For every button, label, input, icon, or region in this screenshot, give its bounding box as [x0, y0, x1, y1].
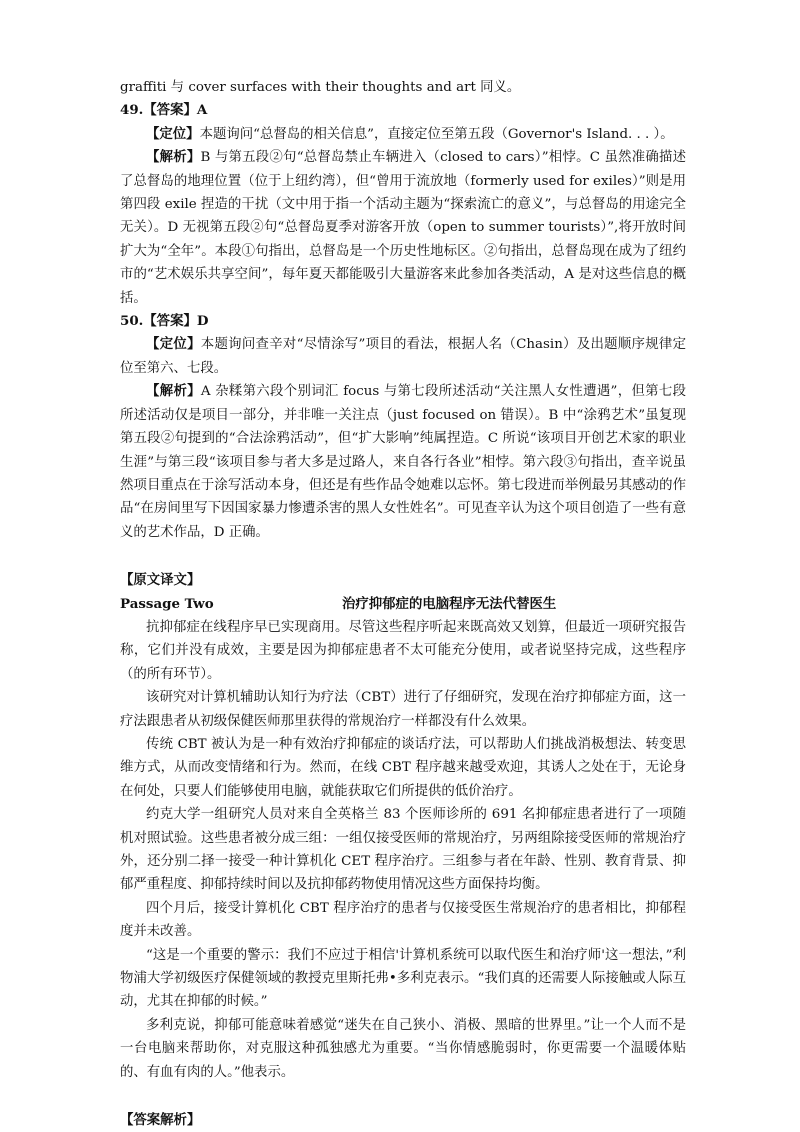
- answer-analysis-heading: 【答案解析】: [120, 1112, 201, 1129]
- page-content: [120, 76, 686, 1132]
- passage-label: Passage Two: [120, 595, 214, 612]
- translation-paragraph: 约克大学一组研究人员对来自全英格兰 83 个医师诊所的 691 名抑郁症患者进行了一项随机对照试验。这些患者被分成三组：一组仅接受医师的常规治疗，另两组除接受医师的常规治疗外，还分别二择一接受一种计算机化 CET 程序治疗。三组参与者在年龄、性别、教育背景、抑郁严重程度、抑郁持续时间以及抗抑郁药物使用情况这些方面保持均衡。: [120, 807, 686, 893]
- analysis-paragraph: [120, 380, 686, 544]
- translation-paragraph: 多利克说，抑郁可能意味着感觉“迷失在自己狭小、消极、黑暗的世界里。”让一个人而不是一台电脑来帮助你，对克服这种孤独感尤为重要。“当你情感脆弱时，你更需要一个温暖体贴的、有血有肉的人。”他表示。: [120, 1017, 686, 1080]
- translation-paragraph: 该研究对计算机辅助认知行为疗法（CBT）进行了仔细研究，发现在治疗抑郁症方面，这一疗法跟患者从初级保健医师那里获得的常规治疗一样都没有什么效果。: [120, 690, 686, 729]
- analysis-tag: 【解析】: [146, 149, 201, 166]
- locate-tag: 【定位】: [146, 125, 200, 142]
- answer-label: 49.【答案】: [120, 102, 197, 119]
- passage-header: [120, 593, 686, 616]
- answer-value: D: [196, 313, 209, 330]
- answer-label: 50.【答案】: [120, 313, 197, 330]
- answer-line: [120, 310, 686, 333]
- locate-paragraph: [120, 123, 686, 146]
- translation-paragraph: 抗抑郁症在线程序早已实现商用。尽管这些程序听起来既高效又划算，但最近一项研究报告称，它们并没有成效，主要是因为抑郁症患者不太可能充分使用，或者说坚持完成，这些程序（的所有环节）。: [120, 619, 686, 682]
- locate-text: 本题询问“总督岛的相关信息”，直接定位至第五段（Governor's Island. . . ）。: [199, 126, 674, 142]
- translation-paragraph: 传统 CBT 被认为是一种有效治疗抑郁症的谈话疗法，可以帮助人们挑战消极想法、转变思维方式，从而改变情绪和行为。然而，在线 CBT 程序越来越受欢迎，其诱人之处在于，无论身在何处，只要人们能够使用电脑，就能获取它们所提供的低价治疗。: [120, 736, 686, 799]
- passage-title: 治疗抑郁症的电脑程序无法代替医生: [342, 595, 557, 612]
- locate-paragraph: [120, 333, 686, 380]
- analysis-tag: 【解析】: [146, 383, 201, 400]
- answer-value: A: [196, 102, 208, 119]
- locate-tag: 【定位】: [146, 336, 201, 353]
- analysis-text: B 与第五段②句“总督岛禁止车辆进入（closed to cars）”相悖。C 虽然准确描述了总督岛的地理位置（位于上纽约湾），但“曾用于流放地（formerly used for exiles）”则是用第四段 exile 捏造的干扰（文中用于指一个活动主题为“探索流亡的意义”，与总督岛的用途完全无关）。D 无视第五段②句“总督岛夏季对游客开放（open to summer tourists）”,将开放时间扩大为“全年”。本段①句指出，总督岛是一个历史性地标区。②句指出，总督岛现在成为了纽约市的“艺术娱乐共享空间”，每年夏天都能吸引大量游客来此参加各类活动，A 是对这些信息的概括。: [120, 150, 687, 306]
- analysis-paragraph: [120, 146, 686, 310]
- locate-text: 本题询问查辛对“尽情涂写”项目的看法，根据人名（Chasin）及出题顺序规律定位至第六、七段。: [120, 337, 687, 376]
- paragraph: graffiti 与 cover surfaces with their thoughts and art 同义。: [120, 80, 521, 95]
- translation-paragraph: 四个月后，接受计算机化 CBT 程序治疗的患者与仅接受医生常规治疗的患者相比，抑郁程度并未改善。: [120, 900, 686, 940]
- translation-heading: 【原文译文】: [120, 572, 201, 589]
- translation-paragraph: “这是一个重要的警示：我们不应过于相信'计算机系统可以取代医生和治疗师'这一想法，”利物浦大学初级医疗保健领域的教授克里斯托弗•多利克表示。“我们真的还需要人际接触或人际互动，尤其在抑郁的时候。”: [120, 947, 686, 1010]
- analysis-text: A 杂糅第六段个别词汇 focus 与第七段所述活动“关注黑人女性遭遇”，但第七段所述活动仅是项目一部分，并非唯一关注点（just focused on 错误）。B 中“涂鸦艺术”虽复现第五段②句提到的“合法涂鸦活动”，但“扩大影响”纯属捏造。C 所说“该项目开创艺术家的职业生涯”与第三段“该项目参与者大多是过路人，来自各行各业”相悖。第六段③句指出，查辛说虽然项目重点在于涂写活动本身，但还是有些作品令她难以忘怀。第七段进而举例最另其感动的作品“在房间里写下因国家暴力惨遭杀害的黑人女性姓名”。可见查辛认为这个项目创造了一些有意义的艺术作品，D 正确。: [120, 384, 686, 540]
- answer-line: [120, 99, 686, 122]
